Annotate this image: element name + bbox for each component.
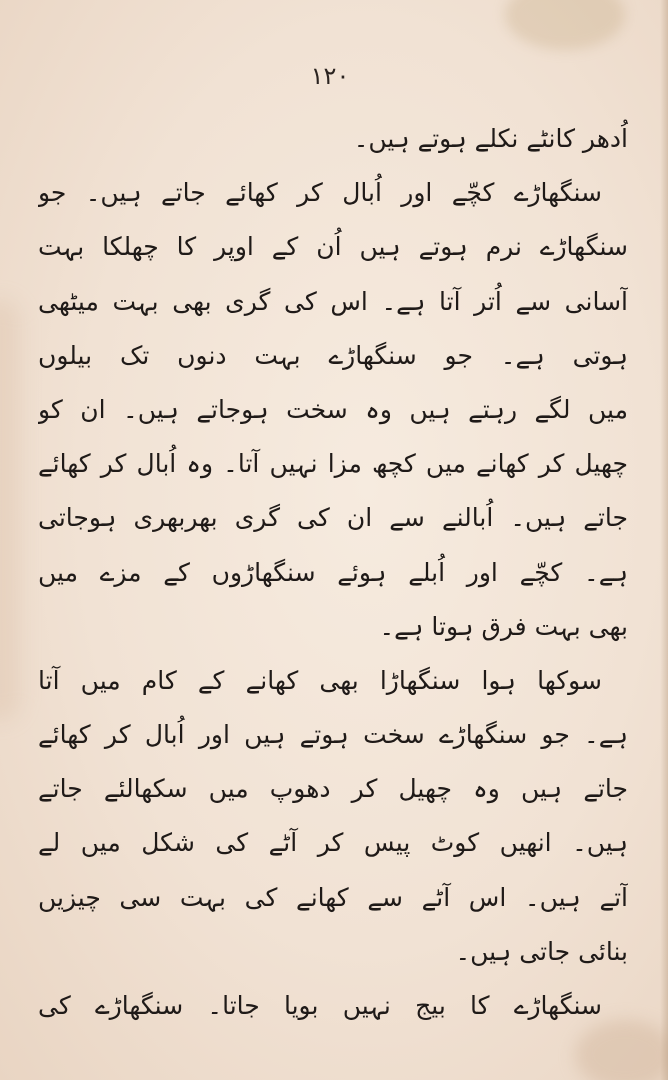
text-line-2: سنگھاڑے کچّے اور اُبال کر کھائے جاتے ہیں۔ جو xyxy=(38,178,602,208)
text-line-6: میں لگے رہتے ہیں وہ سخت ہوجاتے ہیں۔ ان کو xyxy=(38,394,628,424)
text-line-1: اُدھر کانٹے نکلے ہوتے ہیں۔ xyxy=(353,124,628,153)
text-line-5: ہوتی ہے۔ جو سنگھاڑے بہت دنوں تک بیلوں xyxy=(38,340,628,370)
body-text xyxy=(38,112,628,1033)
page-number: ١٢٠ xyxy=(310,62,350,90)
text-line-15: آتے ہیں۔ اس آٹے سے کھانے کی بہت سی چیزیں xyxy=(38,882,628,912)
text-line-14: ہیں۔ انھیں کوٹ پیس کر آٹے کی شکل میں لے xyxy=(38,828,628,858)
text-line-8: جاتے ہیں۔ اُبالنے سے ان کی گری بھربھری ہوجاتی xyxy=(38,503,628,533)
text-line-17: سنگھاڑے کا بیج نہیں بویا جاتا۔ سنگھاڑے کی xyxy=(38,991,602,1020)
text-line-4: آسانی سے اُتر آتا ہے۔ اس کی گری بھی بہت میٹھی xyxy=(38,286,628,316)
text-line-7: چھیل کر کھانے میں کچھ مزا نہیں آتا۔ وہ اُبال کر کھائے xyxy=(38,449,628,479)
text-line-13: جاتے ہیں وہ چھیل کر دھوپ میں سکھالئے جاتے xyxy=(38,774,628,804)
text-line-12: ہے۔ جو سنگھاڑے سخت ہوتے ہیں اور اُبال کر کھائے xyxy=(38,720,628,750)
text-line-9: ہے۔ کچّے اور اُبلے ہوئے سنگھاڑوں کے مزے میں xyxy=(38,557,628,587)
text-line-11: سوکھا ہوا سنگھاڑا بھی کھانے کے کام میں آتا xyxy=(38,665,602,695)
text-line-3: سنگھاڑے نرم ہوتے ہیں اُن کے اوپر کا چھلکا بہت xyxy=(38,232,628,262)
paper-stain-left xyxy=(0,300,20,720)
page-edge-shadow xyxy=(660,0,668,1080)
paper-stain-top xyxy=(505,0,625,50)
text-line-10: بھی بہت فرق ہوتا ہے۔ xyxy=(379,611,628,641)
text-line-16: بنائی جاتی ہیں۔ xyxy=(455,936,628,966)
